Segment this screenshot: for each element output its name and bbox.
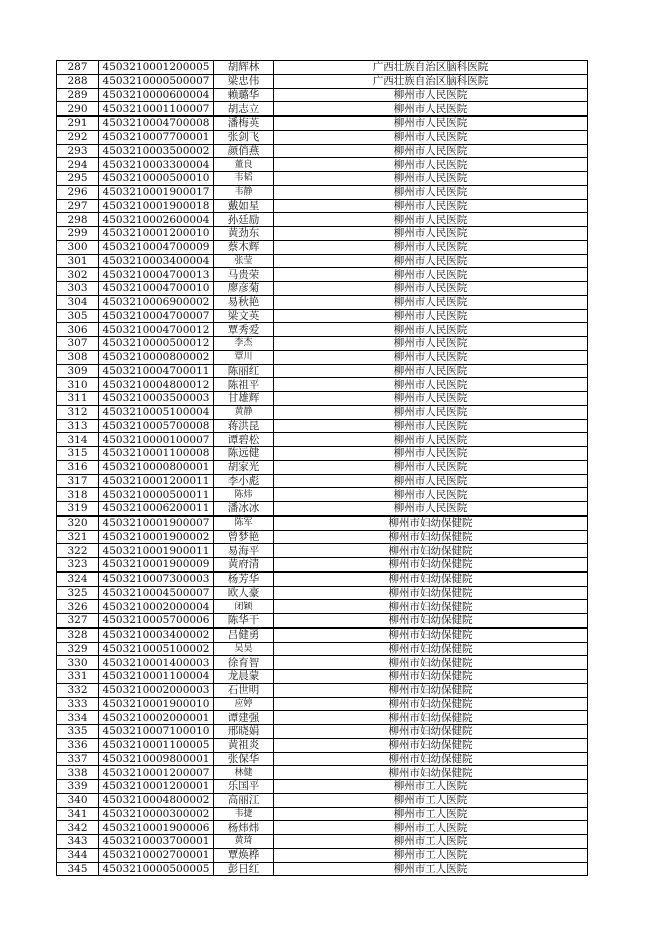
person-name: 龙晨蒙 (214, 670, 274, 684)
person-name: 孙廷励 (214, 213, 274, 227)
table-row (57, 586, 588, 600)
id-number: 4503210007300003 (99, 572, 214, 586)
table-row (57, 628, 588, 642)
row-number: 334 (57, 711, 99, 725)
row-number: 336 (57, 738, 99, 752)
id-number: 4503210001200007 (99, 766, 214, 780)
row-number: 304 (57, 295, 99, 309)
person-name: 陈华干 (214, 614, 274, 628)
row-number: 323 (57, 558, 99, 572)
id-number: 4503210001200011 (99, 474, 214, 488)
id-number: 4503210001100007 (99, 102, 214, 116)
row-number: 289 (57, 88, 99, 102)
person-name: 蔡木辉 (214, 240, 274, 254)
person-name: 张莹 (214, 254, 274, 268)
person-name: 赖璐华 (214, 88, 274, 102)
hospital-name: 柳州市人民医院 (274, 268, 588, 282)
hospital-name: 柳州市妇幼保健院 (274, 752, 588, 766)
person-name: 易海平 (214, 544, 274, 558)
id-number: 4503210000300002 (99, 807, 214, 821)
table-row (57, 670, 588, 684)
id-number: 4503210000500012 (99, 337, 214, 351)
table-row (57, 780, 588, 794)
table-row (57, 460, 588, 474)
person-name: 高丽江 (214, 793, 274, 807)
id-number: 4503210002000001 (99, 711, 214, 725)
hospital-name: 柳州市人民医院 (274, 350, 588, 364)
id-number: 4503210003500002 (99, 144, 214, 158)
id-number: 4503210004700010 (99, 282, 214, 296)
row-number: 297 (57, 199, 99, 213)
table-row (57, 240, 588, 254)
hospital-name: 柳州市人民医院 (274, 378, 588, 392)
row-number: 293 (57, 144, 99, 158)
hospital-name: 柳州市妇幼保健院 (274, 697, 588, 711)
row-number: 338 (57, 766, 99, 780)
table-row (57, 474, 588, 488)
row-number: 318 (57, 488, 99, 502)
row-number: 294 (57, 158, 99, 172)
row-number: 339 (57, 780, 99, 794)
row-number: 340 (57, 793, 99, 807)
row-number: 326 (57, 600, 99, 614)
person-name: 潘梅英 (214, 116, 274, 130)
table-row (57, 227, 588, 241)
row-number: 301 (57, 254, 99, 268)
hospital-name: 柳州市工人医院 (274, 821, 588, 835)
person-name: 谭建强 (214, 711, 274, 725)
person-name: 李杰 (214, 337, 274, 351)
id-number: 4503210000800001 (99, 460, 214, 474)
person-name: 黄府清 (214, 558, 274, 572)
person-name: 梁忠伟 (214, 74, 274, 88)
row-number: 341 (57, 807, 99, 821)
table-row (57, 102, 588, 116)
hospital-name: 柳州市妇幼保健院 (274, 614, 588, 628)
person-name: 吕健勇 (214, 628, 274, 642)
person-name: 胡志立 (214, 102, 274, 116)
row-number: 311 (57, 392, 99, 406)
id-number: 4503210004700012 (99, 323, 214, 337)
registration-table (56, 60, 588, 876)
hospital-name: 广西壮族自治区脑科医院 (274, 74, 588, 88)
table-row (57, 323, 588, 337)
row-number: 312 (57, 405, 99, 419)
id-number: 4503210003400004 (99, 254, 214, 268)
hospital-name: 柳州市人民医院 (274, 88, 588, 102)
table-row (57, 848, 588, 862)
id-number: 4503210001900006 (99, 821, 214, 835)
person-name: 陈炜 (214, 488, 274, 502)
table-row (57, 697, 588, 711)
row-number: 331 (57, 670, 99, 684)
id-number: 4503210004700013 (99, 268, 214, 282)
table-row (57, 130, 588, 144)
hospital-name: 柳州市人民医院 (274, 199, 588, 213)
person-name: 彭日红 (214, 862, 274, 876)
hospital-name: 柳州市人民医院 (274, 295, 588, 309)
row-number: 305 (57, 309, 99, 323)
id-number: 4503210001900011 (99, 544, 214, 558)
hospital-name: 柳州市人民医院 (274, 185, 588, 199)
table-row (57, 862, 588, 876)
row-number: 322 (57, 544, 99, 558)
person-name: 闭颖 (214, 600, 274, 614)
row-number: 303 (57, 282, 99, 296)
hospital-name: 柳州市人民医院 (274, 144, 588, 158)
table-row (57, 172, 588, 186)
table-row (57, 268, 588, 282)
person-name: 陈丽红 (214, 364, 274, 378)
table-row (57, 683, 588, 697)
id-number: 4503210000100007 (99, 433, 214, 447)
id-number: 4503210002000003 (99, 683, 214, 697)
table-row (57, 254, 588, 268)
hospital-name: 柳州市妇幼保健院 (274, 516, 588, 530)
table-row (57, 158, 588, 172)
hospital-name: 柳州市人民医院 (274, 323, 588, 337)
table-row (57, 614, 588, 628)
hospital-name: 柳州市妇幼保健院 (274, 711, 588, 725)
row-number: 302 (57, 268, 99, 282)
hospital-name: 柳州市妇幼保健院 (274, 586, 588, 600)
table-row (57, 572, 588, 586)
person-name: 黄琦 (214, 835, 274, 849)
person-name: 颜俏燕 (214, 144, 274, 158)
table-row (57, 642, 588, 656)
table-row (57, 544, 588, 558)
hospital-name: 柳州市工人医院 (274, 780, 588, 794)
hospital-name: 柳州市人民医院 (274, 309, 588, 323)
person-name: 马贵荣 (214, 268, 274, 282)
hospital-name: 柳州市人民医院 (274, 282, 588, 296)
id-number: 4503210009800001 (99, 752, 214, 766)
hospital-name: 柳州市人民医院 (274, 227, 588, 241)
hospital-name: 柳州市人民医院 (274, 502, 588, 516)
person-name: 潘冰冰 (214, 502, 274, 516)
table-row (57, 364, 588, 378)
hospital-name: 柳州市人民医院 (274, 337, 588, 351)
person-name: 胡家光 (214, 460, 274, 474)
table-row (57, 711, 588, 725)
id-number: 4503210005700006 (99, 614, 214, 628)
row-number: 344 (57, 848, 99, 862)
row-number: 296 (57, 185, 99, 199)
hospital-name: 柳州市人民医院 (274, 240, 588, 254)
hospital-name: 柳州市妇幼保健院 (274, 766, 588, 780)
row-number: 298 (57, 213, 99, 227)
table-row (57, 447, 588, 461)
person-name: 黄劲东 (214, 227, 274, 241)
table-row (57, 821, 588, 835)
table-row (57, 738, 588, 752)
id-number: 4503210004700007 (99, 309, 214, 323)
row-number: 321 (57, 530, 99, 544)
table-row (57, 807, 588, 821)
table-row (57, 502, 588, 516)
id-number: 4503210001900002 (99, 530, 214, 544)
person-name: 石世明 (214, 683, 274, 697)
hospital-name: 柳州市工人医院 (274, 793, 588, 807)
hospital-name: 柳州市妇幼保健院 (274, 683, 588, 697)
table-row (57, 295, 588, 309)
hospital-name: 柳州市工人医院 (274, 848, 588, 862)
person-name: 陈军 (214, 516, 274, 530)
id-number: 4503210001900017 (99, 185, 214, 199)
id-number: 4503210000500010 (99, 172, 214, 186)
id-number: 4503210002000004 (99, 600, 214, 614)
hospital-name: 柳州市妇幼保健院 (274, 558, 588, 572)
person-name: 韦捷 (214, 807, 274, 821)
id-number: 4503210002700001 (99, 848, 214, 862)
table-row (57, 725, 588, 739)
table-row (57, 88, 588, 102)
person-name: 徐育智 (214, 656, 274, 670)
row-number: 308 (57, 350, 99, 364)
hospital-name: 柳州市人民医院 (274, 433, 588, 447)
person-name: 黄祖炎 (214, 738, 274, 752)
row-number: 328 (57, 628, 99, 642)
person-name: 曾梦艳 (214, 530, 274, 544)
table-row (57, 185, 588, 199)
person-name: 蒋洪昆 (214, 419, 274, 433)
hospital-name: 柳州市人民医院 (274, 419, 588, 433)
row-number: 287 (57, 61, 99, 75)
row-number: 307 (57, 337, 99, 351)
row-number: 292 (57, 130, 99, 144)
hospital-name: 广西壮族自治区脑科医院 (274, 61, 588, 75)
person-name: 张剑飞 (214, 130, 274, 144)
row-number: 332 (57, 683, 99, 697)
hospital-name: 柳州市人民医院 (274, 392, 588, 406)
person-name: 覃焕桦 (214, 848, 274, 862)
hospital-name: 柳州市人民医院 (274, 364, 588, 378)
id-number: 4503210001900010 (99, 697, 214, 711)
id-number: 4503210005700008 (99, 419, 214, 433)
person-name: 张保华 (214, 752, 274, 766)
table-row (57, 419, 588, 433)
hospital-name: 柳州市妇幼保健院 (274, 530, 588, 544)
hospital-name: 柳州市人民医院 (274, 213, 588, 227)
id-number: 4503210003500003 (99, 392, 214, 406)
hospital-name: 柳州市人民医院 (274, 488, 588, 502)
hospital-name: 柳州市人民医院 (274, 116, 588, 130)
hospital-name: 柳州市妇幼保健院 (274, 656, 588, 670)
hospital-name: 柳州市工人医院 (274, 835, 588, 849)
person-name: 胡辉林 (214, 61, 274, 75)
row-number: 319 (57, 502, 99, 516)
id-number: 4503210001200010 (99, 227, 214, 241)
person-name: 陈远健 (214, 447, 274, 461)
table-row (57, 558, 588, 572)
id-number: 4503210001400003 (99, 656, 214, 670)
row-number: 337 (57, 752, 99, 766)
table-row (57, 656, 588, 670)
table-row (57, 213, 588, 227)
hospital-name: 柳州市妇幼保健院 (274, 628, 588, 642)
table-row (57, 835, 588, 849)
table-row (57, 282, 588, 296)
id-number: 4503210004700009 (99, 240, 214, 254)
row-number: 320 (57, 516, 99, 530)
row-number: 325 (57, 586, 99, 600)
person-name: 韦韬 (214, 172, 274, 186)
person-name: 覃川 (214, 350, 274, 364)
person-name: 韦静 (214, 185, 274, 199)
id-number: 4503210001900009 (99, 558, 214, 572)
hospital-name: 柳州市妇幼保健院 (274, 725, 588, 739)
row-number: 299 (57, 227, 99, 241)
hospital-name: 柳州市人民医院 (274, 130, 588, 144)
id-number: 4503210003700001 (99, 835, 214, 849)
id-number: 4503210004500007 (99, 586, 214, 600)
row-number: 343 (57, 835, 99, 849)
person-name: 黄静 (214, 405, 274, 419)
id-number: 4503210004700011 (99, 364, 214, 378)
id-number: 4503210005100002 (99, 642, 214, 656)
hospital-name: 柳州市人民医院 (274, 405, 588, 419)
table-row (57, 144, 588, 158)
hospital-name: 柳州市妇幼保健院 (274, 572, 588, 586)
row-number: 295 (57, 172, 99, 186)
hospital-name: 柳州市妇幼保健院 (274, 544, 588, 558)
table-row (57, 378, 588, 392)
hospital-name: 柳州市工人医院 (274, 862, 588, 876)
id-number: 4503210006200011 (99, 502, 214, 516)
table-row (57, 433, 588, 447)
table-row (57, 752, 588, 766)
row-number: 291 (57, 116, 99, 130)
id-number: 4503210005100004 (99, 405, 214, 419)
person-name: 易秋艳 (214, 295, 274, 309)
person-name: 欧人豪 (214, 586, 274, 600)
hospital-name: 柳州市人民医院 (274, 474, 588, 488)
table-row (57, 74, 588, 88)
table-row (57, 488, 588, 502)
person-name: 杨炜炜 (214, 821, 274, 835)
hospital-name: 柳州市妇幼保健院 (274, 670, 588, 684)
row-number: 342 (57, 821, 99, 835)
person-name: 覃秀爱 (214, 323, 274, 337)
row-number: 290 (57, 102, 99, 116)
person-name: 戴如星 (214, 199, 274, 213)
id-number: 4503210007100010 (99, 725, 214, 739)
hospital-name: 柳州市妇幼保健院 (274, 600, 588, 614)
table-row (57, 337, 588, 351)
person-name: 李小彪 (214, 474, 274, 488)
table-row (57, 392, 588, 406)
person-name: 谭碧松 (214, 433, 274, 447)
table-row (57, 530, 588, 544)
hospital-name: 柳州市人民医院 (274, 158, 588, 172)
hospital-name: 柳州市人民医院 (274, 102, 588, 116)
table-row (57, 199, 588, 213)
person-name: 陈祖平 (214, 378, 274, 392)
person-name: 应婷 (214, 697, 274, 711)
id-number: 4503210001900018 (99, 199, 214, 213)
person-name: 廖彦菊 (214, 282, 274, 296)
id-number: 4503210000500007 (99, 74, 214, 88)
row-number: 329 (57, 642, 99, 656)
person-name: 梁文英 (214, 309, 274, 323)
hospital-name: 柳州市妇幼保健院 (274, 642, 588, 656)
hospital-name: 柳州市人民医院 (274, 254, 588, 268)
id-number: 4503210001100008 (99, 447, 214, 461)
row-number: 330 (57, 656, 99, 670)
table-row (57, 516, 588, 530)
id-number: 4503210000800002 (99, 350, 214, 364)
row-number: 310 (57, 378, 99, 392)
person-name: 董良 (214, 158, 274, 172)
hospital-name: 柳州市工人医院 (274, 807, 588, 821)
table-row (57, 61, 588, 75)
person-name: 吴昊 (214, 642, 274, 656)
table-row (57, 766, 588, 780)
row-number: 300 (57, 240, 99, 254)
table-row (57, 309, 588, 323)
row-number: 324 (57, 572, 99, 586)
id-number: 4503210006900002 (99, 295, 214, 309)
id-number: 4503210004800002 (99, 793, 214, 807)
table-row (57, 116, 588, 130)
person-name: 邢晓娟 (214, 725, 274, 739)
id-number: 4503210004800012 (99, 378, 214, 392)
row-number: 306 (57, 323, 99, 337)
person-name: 甘雄辉 (214, 392, 274, 406)
id-number: 4503210000500011 (99, 488, 214, 502)
id-number: 4503210000600004 (99, 88, 214, 102)
id-number: 4503210003400002 (99, 628, 214, 642)
hospital-name: 柳州市人民医院 (274, 172, 588, 186)
row-number: 317 (57, 474, 99, 488)
table-row (57, 350, 588, 364)
id-number: 4503210000500005 (99, 862, 214, 876)
id-number: 4503210002600004 (99, 213, 214, 227)
row-number: 315 (57, 447, 99, 461)
row-number: 345 (57, 862, 99, 876)
id-number: 4503210001100005 (99, 738, 214, 752)
id-number: 4503210003300004 (99, 158, 214, 172)
table-row (57, 793, 588, 807)
row-number: 313 (57, 419, 99, 433)
row-number: 288 (57, 74, 99, 88)
table-row (57, 405, 588, 419)
id-number: 4503210001900007 (99, 516, 214, 530)
table-row (57, 600, 588, 614)
row-number: 316 (57, 460, 99, 474)
person-name: 乐国平 (214, 780, 274, 794)
id-number: 4503210001200001 (99, 780, 214, 794)
row-number: 335 (57, 725, 99, 739)
hospital-name: 柳州市人民医院 (274, 460, 588, 474)
id-number: 4503210004700008 (99, 116, 214, 130)
row-number: 314 (57, 433, 99, 447)
row-number: 327 (57, 614, 99, 628)
id-number: 4503210001100004 (99, 670, 214, 684)
id-number: 4503210001200005 (99, 61, 214, 75)
hospital-name: 柳州市妇幼保健院 (274, 738, 588, 752)
row-number: 309 (57, 364, 99, 378)
person-name: 林健 (214, 766, 274, 780)
hospital-name: 柳州市人民医院 (274, 447, 588, 461)
row-number: 333 (57, 697, 99, 711)
id-number: 4503210007700001 (99, 130, 214, 144)
person-name: 杨芳华 (214, 572, 274, 586)
